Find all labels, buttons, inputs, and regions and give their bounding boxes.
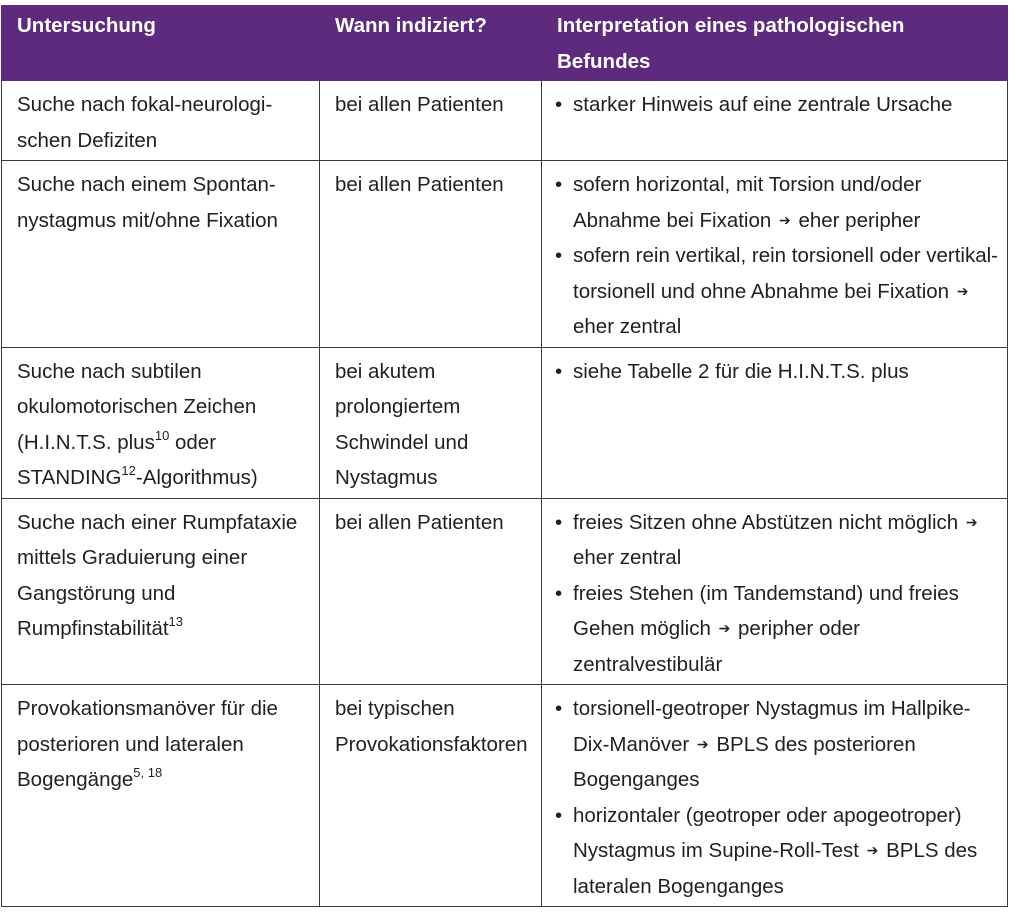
- interpretation-cell: [542, 161, 1008, 348]
- list-item: [554, 576, 999, 683]
- table-row: [2, 161, 1008, 348]
- table-header-row: [2, 6, 1008, 81]
- exam-cell: [2, 498, 320, 685]
- list-item: [554, 238, 999, 345]
- exam-cell: Suche nach fokal-neurologischen Defiziten: [2, 81, 320, 161]
- header-interpretation: Interpretation eines pathologischen Befundes: [542, 6, 1008, 81]
- arrow-right-icon: ➔: [718, 620, 731, 636]
- exam-cell: [2, 685, 320, 907]
- exam-cell: Suche nach einem Spontannystagmus mit/ohne Fixation: [2, 161, 320, 348]
- interpretation-cell: [542, 685, 1008, 907]
- table-row: [2, 347, 1008, 498]
- interpretation-list: [554, 354, 999, 390]
- list-item: [554, 691, 999, 798]
- interpretation-cell: [542, 81, 1008, 161]
- arrow-right-icon: ➔: [696, 735, 709, 752]
- item-conclusion: eher zentral: [573, 315, 682, 338]
- reference-superscript: 10: [154, 427, 170, 443]
- item-text: sofern rein vertikal, rein torsionell oder vertikal-torsionell und ohne Abnahme bei Fixation: [573, 244, 998, 303]
- exam-text: -Algorithmus): [135, 466, 258, 489]
- item-conclusion: eher peripher: [798, 208, 921, 232]
- header-untersuchung: Untersuchung: [2, 6, 320, 81]
- item-text: siehe Tabelle 2 für die H.I.N.T.S. plus: [573, 359, 909, 383]
- table-row: [2, 81, 1008, 161]
- exam-cell: [2, 347, 320, 498]
- table-row: [2, 685, 1008, 907]
- diagnostics-table: [1, 5, 1008, 907]
- item-text: sofern horizontal, mit Torsion und/oder Abnahme bei Fixation: [573, 173, 922, 232]
- interpretation-list: [554, 87, 999, 123]
- item-text: horizontaler (geotroper oder apogeotroper) Nystagmus im Supine-Roll-Test: [573, 803, 962, 862]
- item-text: torsionell-geotroper Nystagmus im Hallpike-Dix-Manöver: [573, 697, 971, 756]
- item-conclusion: peripher oder zentralvestibulär: [573, 617, 860, 676]
- list-item: [554, 167, 999, 238]
- reference-superscript: 13: [168, 614, 184, 629]
- interpretation-list: [554, 167, 999, 345]
- interpretation-list: [554, 505, 999, 683]
- indication-cell: bei allen Patienten: [320, 161, 542, 348]
- reference-superscript: 12: [121, 463, 136, 478]
- list-item: [554, 505, 999, 576]
- interpretation-list: [554, 691, 999, 904]
- item-text: freies Stehen (im Tandemstand) und freies Gehen möglich: [573, 581, 959, 640]
- indication-cell: bei allen Patienten: [320, 498, 542, 685]
- item-conclusion: BPLS des posterioren Bogenganges: [573, 732, 916, 791]
- reference-superscript: 5, 18: [133, 765, 163, 780]
- item-conclusion: BPLS des lateralen Bogenganges: [573, 839, 978, 898]
- item-text: starker Hinweis auf eine zentrale Ursache: [573, 93, 953, 116]
- arrow-right-icon: ➔: [779, 211, 791, 228]
- list-item: [554, 354, 999, 390]
- item-conclusion: eher zentral: [573, 546, 682, 569]
- indication-cell: bei allen Patienten: [320, 81, 542, 161]
- list-item: [554, 87, 999, 123]
- list-item: [554, 798, 999, 905]
- interpretation-cell: [542, 347, 1008, 498]
- header-wann-indiziert: Wann indiziert?: [320, 6, 542, 81]
- indication-cell: bei typischen Provokationsfaktoren: [320, 685, 542, 907]
- arrow-right-icon: ➔: [956, 282, 969, 299]
- exam-text: Suche nach einer Rumpfataxie mittels Graduierung einer Gangstörung und Rumpfinstabilität: [17, 510, 298, 640]
- table-row: [2, 498, 1008, 685]
- arrow-right-icon: ➔: [965, 513, 978, 530]
- item-text: freies Sitzen ohne Abstützen nicht möglich: [573, 510, 959, 534]
- exam-text: Provokationsmanöver für die posterioren und lateralen Bogengänge: [17, 697, 278, 791]
- exam-text: oder STANDING: [17, 430, 217, 489]
- interpretation-cell: [542, 498, 1008, 685]
- indication-cell: bei akutem prolongiertem Schwindel und Nystagmus: [320, 347, 542, 498]
- arrow-right-icon: ➔: [866, 842, 879, 858]
- exam-text: Suche nach subtilen okulomotorischen Zeichen (H.I.N.T.S. plus: [17, 359, 257, 454]
